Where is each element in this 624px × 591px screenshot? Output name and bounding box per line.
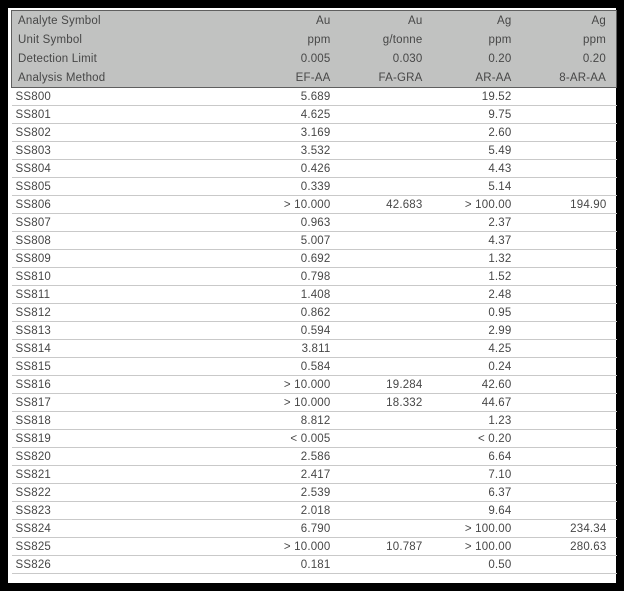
table-row [12,250,617,268]
value-cell: 2.99 [433,322,522,340]
value-cell [522,484,617,502]
table-row [12,304,617,322]
header-value: AR-AA [433,68,522,88]
value-cell: > 100.00 [433,196,522,214]
header-value: Ag [433,11,522,31]
value-cell [522,142,617,160]
value-cell [522,394,617,412]
value-cell: 1.32 [433,250,522,268]
value-cell [341,160,433,178]
value-cell [341,268,433,286]
table-row [12,448,617,466]
value-cell [522,232,617,250]
sample-id-cell: SS806 [12,196,172,214]
header-value: 0.20 [433,49,522,68]
sample-id-cell: SS815 [12,358,172,376]
value-cell: > 10.000 [172,196,341,214]
table-row [12,538,617,556]
sample-id-cell: SS822 [12,484,172,502]
sample-id-cell: SS823 [12,502,172,520]
value-cell [341,286,433,304]
table-row [12,160,617,178]
value-cell [522,502,617,520]
value-cell: 1.408 [172,286,341,304]
table-row [12,520,617,538]
value-cell: 2.586 [172,448,341,466]
value-cell [341,178,433,196]
value-cell [341,430,433,448]
value-cell: 280.63 [522,538,617,556]
value-cell [522,178,617,196]
table-row [12,340,617,358]
value-cell [522,340,617,358]
value-cell: 2.60 [433,124,522,142]
value-cell: 6.64 [433,448,522,466]
value-cell [341,322,433,340]
value-cell [522,214,617,232]
value-cell: 4.37 [433,232,522,250]
table-row [12,214,617,232]
value-cell: 5.49 [433,142,522,160]
sample-id-cell: SS810 [12,268,172,286]
value-cell [522,106,617,124]
table-row [12,106,617,124]
value-cell: > 10.000 [172,376,341,394]
value-cell: 0.50 [433,556,522,574]
value-cell: 2.018 [172,502,341,520]
value-cell: 5.007 [172,232,341,250]
value-cell: 194.90 [522,196,617,214]
report-page [8,8,616,583]
sample-id-cell: SS803 [12,142,172,160]
sample-id-cell: SS818 [12,412,172,430]
header-value: Au [172,11,341,31]
sample-id-cell: SS821 [12,466,172,484]
value-cell: 0.95 [433,304,522,322]
header-label: Detection Limit [12,49,172,68]
value-cell: 3.169 [172,124,341,142]
value-cell: 2.417 [172,466,341,484]
value-cell: > 10.000 [172,394,341,412]
value-cell [522,430,617,448]
value-cell [522,250,617,268]
value-cell: 19.52 [433,88,522,106]
sample-id-cell: SS820 [12,448,172,466]
table-header [12,11,617,88]
value-cell [522,304,617,322]
header-value: Ag [522,11,617,31]
header-row-detection-limit [12,49,617,68]
value-cell [522,448,617,466]
value-cell: 0.24 [433,358,522,376]
value-cell [522,160,617,178]
sample-id-cell: SS805 [12,178,172,196]
table-row [12,232,617,250]
header-value: 0.20 [522,49,617,68]
value-cell: 42.683 [341,196,433,214]
value-cell: 3.811 [172,340,341,358]
value-cell [522,124,617,142]
value-cell: 4.43 [433,160,522,178]
header-label: Analysis Method [12,68,172,88]
value-cell: 2.539 [172,484,341,502]
table-row [12,502,617,520]
sample-id-cell: SS809 [12,250,172,268]
value-cell [341,484,433,502]
header-value: ppm [172,30,341,49]
value-cell [341,214,433,232]
value-cell: > 10.000 [172,538,341,556]
table-row [12,286,617,304]
value-cell: 5.689 [172,88,341,106]
header-value: ppm [433,30,522,49]
value-cell: 19.284 [341,376,433,394]
table-row [12,88,617,106]
value-cell: 2.48 [433,286,522,304]
table-row [12,394,617,412]
value-cell [522,358,617,376]
header-value: 0.005 [172,49,341,68]
value-cell [341,106,433,124]
value-cell [341,556,433,574]
assay-results-table [11,10,617,574]
value-cell: 0.426 [172,160,341,178]
sample-id-cell: SS807 [12,214,172,232]
header-value: g/tonne [341,30,433,49]
value-cell [522,286,617,304]
value-cell: 9.75 [433,106,522,124]
table-row [12,556,617,574]
value-cell [341,520,433,538]
value-cell: 234.34 [522,520,617,538]
value-cell: 0.798 [172,268,341,286]
value-cell [522,322,617,340]
sample-id-cell: SS825 [12,538,172,556]
value-cell: 0.339 [172,178,341,196]
header-value: Au [341,11,433,31]
value-cell: 0.963 [172,214,341,232]
header-value: 0.030 [341,49,433,68]
table-row [12,268,617,286]
value-cell: 6.790 [172,520,341,538]
value-cell: 8.812 [172,412,341,430]
value-cell [341,358,433,376]
value-cell: < 0.20 [433,430,522,448]
sample-id-cell: SS802 [12,124,172,142]
value-cell: 18.332 [341,394,433,412]
value-cell: 4.25 [433,340,522,358]
value-cell [341,448,433,466]
sample-id-cell: SS800 [12,88,172,106]
value-cell [522,466,617,484]
sample-id-cell: SS824 [12,520,172,538]
value-cell [341,124,433,142]
header-row-unit-symbol [12,30,617,49]
value-cell: 1.23 [433,412,522,430]
table-row [12,358,617,376]
value-cell: 4.625 [172,106,341,124]
value-cell: > 100.00 [433,520,522,538]
sample-id-cell: SS804 [12,160,172,178]
value-cell: 5.14 [433,178,522,196]
value-cell: 0.181 [172,556,341,574]
header-label: Unit Symbol [12,30,172,49]
header-value: 8-AR-AA [522,68,617,88]
table-row [12,376,617,394]
value-cell [341,88,433,106]
header-row-analyte-symbol [12,11,617,31]
value-cell [341,502,433,520]
value-cell [522,376,617,394]
table-row [12,412,617,430]
header-label: Analyte Symbol [12,11,172,31]
value-cell [522,268,617,286]
table-row [12,142,617,160]
value-cell: 1.52 [433,268,522,286]
sample-id-cell: SS826 [12,556,172,574]
header-value: FA-GRA [341,68,433,88]
value-cell: 0.692 [172,250,341,268]
sample-id-cell: SS813 [12,322,172,340]
value-cell: 6.37 [433,484,522,502]
table-row [12,484,617,502]
value-cell [522,556,617,574]
value-cell: 10.787 [341,538,433,556]
value-cell: 3.532 [172,142,341,160]
sample-id-cell: SS812 [12,304,172,322]
sample-id-cell: SS801 [12,106,172,124]
table-row [12,178,617,196]
value-cell: 0.594 [172,322,341,340]
sample-id-cell: SS819 [12,430,172,448]
value-cell [341,412,433,430]
value-cell [341,232,433,250]
table-row [12,124,617,142]
value-cell: 0.862 [172,304,341,322]
table-row [12,322,617,340]
value-cell [341,304,433,322]
table-row [12,196,617,214]
header-value: EF-AA [172,68,341,88]
value-cell: > 100.00 [433,538,522,556]
value-cell [341,340,433,358]
sample-id-cell: SS814 [12,340,172,358]
value-cell: 42.60 [433,376,522,394]
sample-id-cell: SS816 [12,376,172,394]
header-row-analysis-method [12,68,617,88]
value-cell [522,412,617,430]
value-cell: 9.64 [433,502,522,520]
value-cell: 44.67 [433,394,522,412]
value-cell: 7.10 [433,466,522,484]
table-body [12,88,617,574]
sample-id-cell: SS817 [12,394,172,412]
header-value: ppm [522,30,617,49]
value-cell [341,250,433,268]
value-cell [341,466,433,484]
value-cell: 0.584 [172,358,341,376]
sample-id-cell: SS811 [12,286,172,304]
sample-id-cell: SS808 [12,232,172,250]
value-cell: < 0.005 [172,430,341,448]
value-cell [341,142,433,160]
table-row [12,430,617,448]
table-row [12,466,617,484]
value-cell: 2.37 [433,214,522,232]
value-cell [522,88,617,106]
